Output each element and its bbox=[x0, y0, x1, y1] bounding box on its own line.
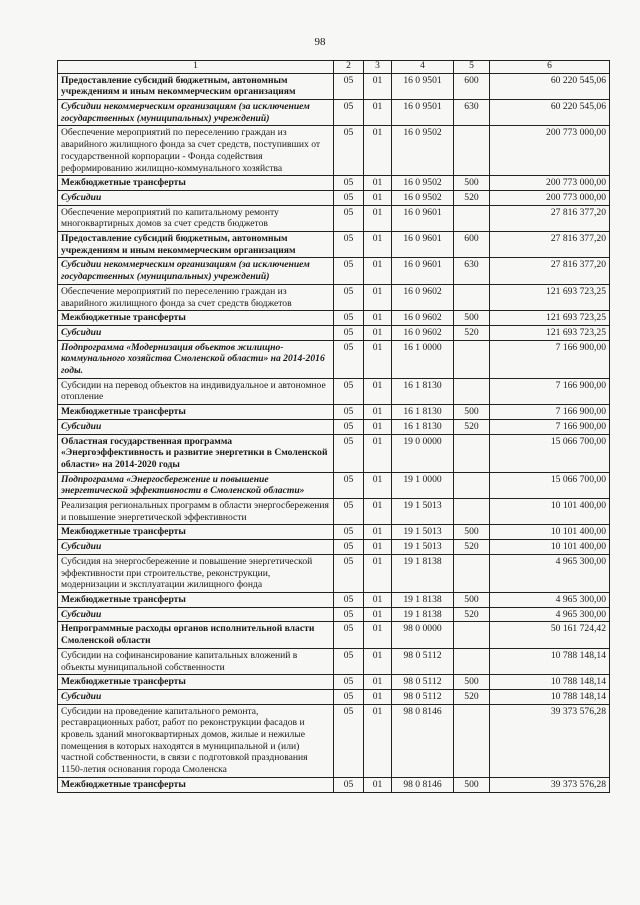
expense-type-cell: 500 bbox=[454, 777, 490, 792]
section-code-cell: 05 bbox=[334, 126, 364, 176]
expense-type-cell bbox=[454, 378, 490, 404]
subsection-code-cell: 01 bbox=[364, 284, 392, 310]
section-code-cell: 05 bbox=[334, 622, 364, 648]
subsection-code-cell: 01 bbox=[364, 205, 392, 231]
target-article-cell: 19 1 5013 bbox=[392, 540, 454, 555]
row-name-cell: Межбюджетные трансферты bbox=[58, 176, 334, 191]
section-code-cell: 05 bbox=[334, 176, 364, 191]
subsection-code-cell: 01 bbox=[364, 378, 392, 404]
table-row bbox=[58, 648, 610, 674]
section-code-cell: 05 bbox=[334, 540, 364, 555]
amount-cell: 27 816 377,20 bbox=[490, 205, 610, 231]
target-article-cell: 98 0 8146 bbox=[392, 704, 454, 777]
row-name-cell: Субсидии bbox=[58, 325, 334, 340]
table-row bbox=[58, 622, 610, 648]
section-code-cell: 05 bbox=[334, 190, 364, 205]
amount-cell: 39 373 576,28 bbox=[490, 704, 610, 777]
target-article-cell: 16 0 9501 bbox=[392, 73, 454, 99]
amount-cell: 7 166 900,00 bbox=[490, 340, 610, 378]
amount-cell: 10 101 400,00 bbox=[490, 525, 610, 540]
row-name-cell: Субсидии bbox=[58, 190, 334, 205]
table-row bbox=[58, 99, 610, 125]
section-code-cell: 05 bbox=[334, 284, 364, 310]
subsection-code-cell: 01 bbox=[364, 405, 392, 420]
row-name-cell: Реализация региональных программ в области энергосбережения и повышение энергетической эффективности bbox=[58, 499, 334, 525]
section-code-cell: 05 bbox=[334, 405, 364, 420]
section-code-cell: 05 bbox=[334, 311, 364, 326]
target-article-cell: 16 0 9502 bbox=[392, 176, 454, 191]
expense-type-cell bbox=[454, 126, 490, 176]
row-name-cell: Обеспечение мероприятий по переселению граждан из аварийного жилищного фонда за счет средств, поступивших от государственной корпорации - Фонда содействия реформированию жилищно-коммунального хозяйства bbox=[58, 126, 334, 176]
target-article-cell: 16 0 9601 bbox=[392, 232, 454, 258]
expense-type-cell bbox=[454, 205, 490, 231]
section-code-cell: 05 bbox=[334, 232, 364, 258]
subsection-code-cell: 01 bbox=[364, 689, 392, 704]
amount-cell: 10 101 400,00 bbox=[490, 499, 610, 525]
section-code-cell: 05 bbox=[334, 73, 364, 99]
target-article-cell: 19 1 8138 bbox=[392, 593, 454, 608]
section-code-cell: 05 bbox=[334, 258, 364, 284]
amount-cell: 7 166 900,00 bbox=[490, 419, 610, 434]
table-row bbox=[58, 540, 610, 555]
table-row bbox=[58, 325, 610, 340]
table-row bbox=[58, 284, 610, 310]
subsection-code-cell: 01 bbox=[364, 232, 392, 258]
target-article-cell: 16 0 9601 bbox=[392, 258, 454, 284]
target-article-cell: 19 1 5013 bbox=[392, 499, 454, 525]
section-code-cell: 05 bbox=[334, 554, 364, 592]
section-code-cell: 05 bbox=[334, 648, 364, 674]
row-name-cell: Субсидии bbox=[58, 419, 334, 434]
column-header: 6 bbox=[490, 61, 610, 74]
expense-type-cell bbox=[454, 554, 490, 592]
expense-type-cell: 520 bbox=[454, 689, 490, 704]
target-article-cell: 16 0 9502 bbox=[392, 126, 454, 176]
page-number: 98 bbox=[314, 36, 326, 48]
amount-cell: 27 816 377,20 bbox=[490, 232, 610, 258]
section-code-cell: 05 bbox=[334, 378, 364, 404]
section-code-cell: 05 bbox=[334, 499, 364, 525]
target-article-cell: 16 0 9602 bbox=[392, 284, 454, 310]
subsection-code-cell: 01 bbox=[364, 704, 392, 777]
amount-cell: 39 373 576,28 bbox=[490, 777, 610, 792]
table-row bbox=[58, 190, 610, 205]
expense-type-cell: 500 bbox=[454, 311, 490, 326]
section-code-cell: 05 bbox=[334, 340, 364, 378]
target-article-cell: 16 1 8130 bbox=[392, 419, 454, 434]
row-name-cell: Предоставление субсидий бюджетным, автономным учреждениям и иным некоммерческим организациям bbox=[58, 232, 334, 258]
section-code-cell: 05 bbox=[334, 325, 364, 340]
subsection-code-cell: 01 bbox=[364, 499, 392, 525]
row-name-cell: Субсидии некоммерческим организациям (за исключением государственных (муниципальных) учреждений) bbox=[58, 99, 334, 125]
amount-cell: 200 773 000,00 bbox=[490, 190, 610, 205]
section-code-cell: 05 bbox=[334, 419, 364, 434]
section-code-cell: 05 bbox=[334, 607, 364, 622]
subsection-code-cell: 01 bbox=[364, 73, 392, 99]
amount-cell: 10 788 148,14 bbox=[490, 675, 610, 690]
subsection-code-cell: 01 bbox=[364, 525, 392, 540]
row-name-cell: Субсидии на перевод объектов на индивидуальное и автономное отопление bbox=[58, 378, 334, 404]
amount-cell: 15 066 700,00 bbox=[490, 472, 610, 498]
expense-type-cell bbox=[454, 340, 490, 378]
row-name-cell: Субсидии bbox=[58, 689, 334, 704]
row-name-cell: Субсидии bbox=[58, 540, 334, 555]
table-header-row bbox=[58, 61, 610, 74]
table-row bbox=[58, 777, 610, 792]
table-row bbox=[58, 499, 610, 525]
table-row bbox=[58, 258, 610, 284]
row-name-cell: Предоставление субсидий бюджетным, автономным учреждениям и иным некоммерческим организациям bbox=[58, 73, 334, 99]
table-row bbox=[58, 525, 610, 540]
amount-cell: 10 788 148,14 bbox=[490, 648, 610, 674]
row-name-cell: Межбюджетные трансферты bbox=[58, 405, 334, 420]
row-name-cell: Подпрограмма «Энергосбережение и повышение энергетической эффективности в Смоленской области» bbox=[58, 472, 334, 498]
amount-cell: 27 816 377,20 bbox=[490, 258, 610, 284]
section-code-cell: 05 bbox=[334, 704, 364, 777]
table-row bbox=[58, 704, 610, 777]
amount-cell: 10 788 148,14 bbox=[490, 689, 610, 704]
expense-type-cell: 500 bbox=[454, 176, 490, 191]
expense-type-cell: 520 bbox=[454, 540, 490, 555]
amount-cell: 4 965 300,00 bbox=[490, 607, 610, 622]
table-row bbox=[58, 607, 610, 622]
section-code-cell: 05 bbox=[334, 525, 364, 540]
subsection-code-cell: 01 bbox=[364, 340, 392, 378]
amount-cell: 7 166 900,00 bbox=[490, 405, 610, 420]
section-code-cell: 05 bbox=[334, 675, 364, 690]
table-row bbox=[58, 73, 610, 99]
table-row bbox=[58, 593, 610, 608]
subsection-code-cell: 01 bbox=[364, 622, 392, 648]
row-name-cell: Подпрограмма «Модернизация объектов жилищно-коммунального хозяйства Смоленской области» на 2014-2016 годы. bbox=[58, 340, 334, 378]
subsection-code-cell: 01 bbox=[364, 99, 392, 125]
row-name-cell: Областная государственная программа «Энергоэффективность и развитие энергетики в Смоленской области» на 2014-2020 годы bbox=[58, 434, 334, 472]
target-article-cell: 16 1 8130 bbox=[392, 378, 454, 404]
row-name-cell: Обеспечение мероприятий по переселению граждан из аварийного жилищного фонда за счет средств бюджетов bbox=[58, 284, 334, 310]
row-name-cell: Межбюджетные трансферты bbox=[58, 777, 334, 792]
row-name-cell: Субсидии на софинансирование капитальных вложений в объекты муниципальной собственности bbox=[58, 648, 334, 674]
section-code-cell: 05 bbox=[334, 99, 364, 125]
expense-type-cell: 600 bbox=[454, 73, 490, 99]
row-name-cell: Обеспечение мероприятий по капитальному ремонту многоквартирных домов за счет средств бюджетов bbox=[58, 205, 334, 231]
subsection-code-cell: 01 bbox=[364, 434, 392, 472]
row-name-cell: Межбюджетные трансферты bbox=[58, 593, 334, 608]
expense-type-cell bbox=[454, 622, 490, 648]
expense-type-cell: 630 bbox=[454, 99, 490, 125]
amount-cell: 60 220 545,06 bbox=[490, 99, 610, 125]
expense-type-cell: 500 bbox=[454, 405, 490, 420]
target-article-cell: 98 0 5112 bbox=[392, 689, 454, 704]
column-header: 2 bbox=[334, 61, 364, 74]
row-name-cell: Межбюджетные трансферты bbox=[58, 675, 334, 690]
amount-cell: 4 965 300,00 bbox=[490, 593, 610, 608]
target-article-cell: 16 0 9602 bbox=[392, 311, 454, 326]
table-row bbox=[58, 378, 610, 404]
target-article-cell: 98 0 0000 bbox=[392, 622, 454, 648]
column-header: 5 bbox=[454, 61, 490, 74]
subsection-code-cell: 01 bbox=[364, 419, 392, 434]
table-row bbox=[58, 126, 610, 176]
subsection-code-cell: 01 bbox=[364, 325, 392, 340]
expense-type-cell: 520 bbox=[454, 419, 490, 434]
target-article-cell: 16 0 9502 bbox=[392, 190, 454, 205]
table-row bbox=[58, 340, 610, 378]
table-row bbox=[58, 176, 610, 191]
amount-cell: 50 161 724,42 bbox=[490, 622, 610, 648]
subsection-code-cell: 01 bbox=[364, 176, 392, 191]
section-code-cell: 05 bbox=[334, 434, 364, 472]
section-code-cell: 05 bbox=[334, 472, 364, 498]
table-row bbox=[58, 232, 610, 258]
amount-cell: 121 693 723,25 bbox=[490, 311, 610, 326]
subsection-code-cell: 01 bbox=[364, 607, 392, 622]
subsection-code-cell: 01 bbox=[364, 126, 392, 176]
column-header: 4 bbox=[392, 61, 454, 74]
row-name-cell: Субсидии некоммерческим организациям (за исключением государственных (муниципальных) учреждений) bbox=[58, 258, 334, 284]
column-header: 3 bbox=[364, 61, 392, 74]
column-header: 1 bbox=[58, 61, 334, 74]
expense-type-cell bbox=[454, 704, 490, 777]
amount-cell: 200 773 000,00 bbox=[490, 176, 610, 191]
target-article-cell: 98 0 5112 bbox=[392, 675, 454, 690]
amount-cell: 121 693 723,25 bbox=[490, 325, 610, 340]
table-row bbox=[58, 205, 610, 231]
amount-cell: 7 166 900,00 bbox=[490, 378, 610, 404]
table-body bbox=[58, 73, 610, 792]
expense-type-cell: 500 bbox=[454, 525, 490, 540]
target-article-cell: 16 1 8130 bbox=[392, 405, 454, 420]
subsection-code-cell: 01 bbox=[364, 190, 392, 205]
subsection-code-cell: 01 bbox=[364, 675, 392, 690]
expense-type-cell bbox=[454, 472, 490, 498]
expense-type-cell: 630 bbox=[454, 258, 490, 284]
target-article-cell: 19 1 8138 bbox=[392, 607, 454, 622]
amount-cell: 10 101 400,00 bbox=[490, 540, 610, 555]
target-article-cell: 16 1 0000 bbox=[392, 340, 454, 378]
expense-type-cell bbox=[454, 434, 490, 472]
subsection-code-cell: 01 bbox=[364, 540, 392, 555]
expense-type-cell: 520 bbox=[454, 325, 490, 340]
target-article-cell: 98 0 5112 bbox=[392, 648, 454, 674]
row-name-cell: Межбюджетные трансферты bbox=[58, 525, 334, 540]
target-article-cell: 16 0 9501 bbox=[392, 99, 454, 125]
table-row bbox=[58, 554, 610, 592]
subsection-code-cell: 01 bbox=[364, 777, 392, 792]
expense-type-cell: 600 bbox=[454, 232, 490, 258]
expense-type-cell: 500 bbox=[454, 675, 490, 690]
subsection-code-cell: 01 bbox=[364, 311, 392, 326]
amount-cell: 15 066 700,00 bbox=[490, 434, 610, 472]
target-article-cell: 19 1 0000 bbox=[392, 472, 454, 498]
section-code-cell: 05 bbox=[334, 593, 364, 608]
subsection-code-cell: 01 bbox=[364, 554, 392, 592]
expense-type-cell: 520 bbox=[454, 190, 490, 205]
table-row bbox=[58, 434, 610, 472]
row-name-cell: Непрограммные расходы органов исполнительной власти Смоленской области bbox=[58, 622, 334, 648]
target-article-cell: 16 0 9601 bbox=[392, 205, 454, 231]
table-row bbox=[58, 311, 610, 326]
table-row bbox=[58, 405, 610, 420]
subsection-code-cell: 01 bbox=[364, 648, 392, 674]
row-name-cell: Субсидии bbox=[58, 607, 334, 622]
table-row bbox=[58, 689, 610, 704]
target-article-cell: 19 1 5013 bbox=[392, 525, 454, 540]
section-code-cell: 05 bbox=[334, 689, 364, 704]
section-code-cell: 05 bbox=[334, 777, 364, 792]
section-code-cell: 05 bbox=[334, 205, 364, 231]
row-name-cell: Субсидии на проведение капитального ремонта, реставрационных работ, работ по реконструкции фасадов и кровель зданий многоквартирных домов, жилые и нежилые помещения в которых находятся в муниципальной и (или) частной собственности, в связи с подготовкой празднования 1150-летия основания города Смоленска bbox=[58, 704, 334, 777]
table-row bbox=[58, 472, 610, 498]
amount-cell: 4 965 300,00 bbox=[490, 554, 610, 592]
expense-type-cell bbox=[454, 284, 490, 310]
row-name-cell: Межбюджетные трансферты bbox=[58, 311, 334, 326]
amount-cell: 121 693 723,25 bbox=[490, 284, 610, 310]
subsection-code-cell: 01 bbox=[364, 258, 392, 284]
expense-type-cell: 500 bbox=[454, 593, 490, 608]
target-article-cell: 19 1 8138 bbox=[392, 554, 454, 592]
expense-type-cell: 520 bbox=[454, 607, 490, 622]
expense-type-cell bbox=[454, 499, 490, 525]
table-row bbox=[58, 419, 610, 434]
amount-cell: 60 220 545,06 bbox=[490, 73, 610, 99]
budget-table bbox=[57, 60, 610, 793]
target-article-cell: 19 0 0000 bbox=[392, 434, 454, 472]
table-row bbox=[58, 675, 610, 690]
subsection-code-cell: 01 bbox=[364, 593, 392, 608]
target-article-cell: 98 0 8146 bbox=[392, 777, 454, 792]
target-article-cell: 16 0 9602 bbox=[392, 325, 454, 340]
row-name-cell: Субсидия на энергосбережение и повышение энергетической эффективности при строительстве, реконструкции, модернизации и эксплуатации жилищного фонда bbox=[58, 554, 334, 592]
expense-type-cell bbox=[454, 648, 490, 674]
subsection-code-cell: 01 bbox=[364, 472, 392, 498]
amount-cell: 200 773 000,00 bbox=[490, 126, 610, 176]
